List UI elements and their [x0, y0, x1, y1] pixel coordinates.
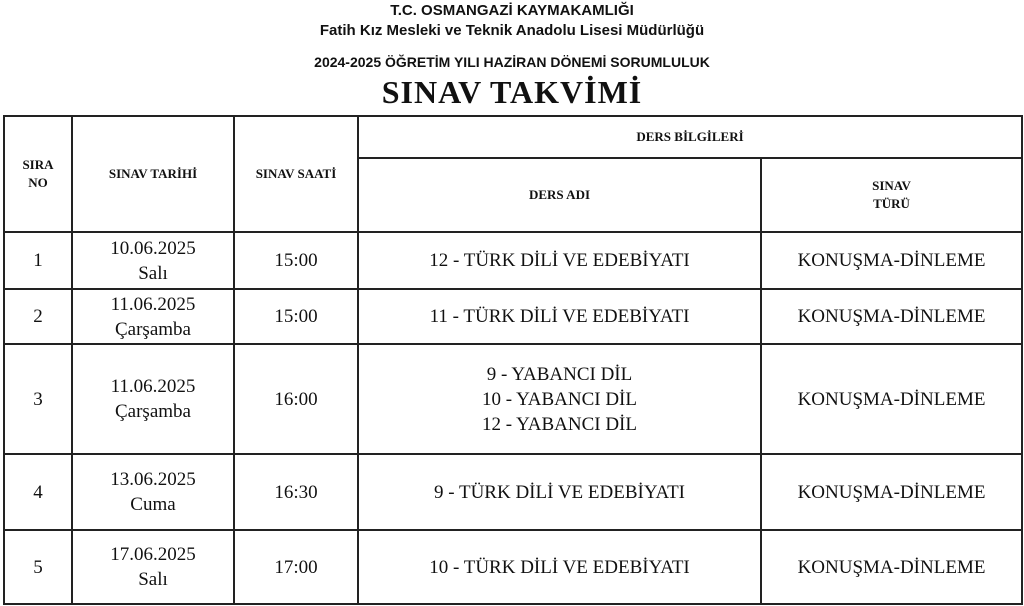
header-row-top [4, 116, 1022, 158]
exam-schedule-table [3, 115, 1023, 605]
column-header-sinav-tarihi: SINAV TARİHİ [72, 116, 234, 232]
row-number: 5 [4, 530, 72, 604]
table-row [4, 454, 1022, 530]
exam-date: 11.06.2025 Çarşamba [72, 344, 234, 454]
column-header-sira-no: SIRA NO [4, 116, 72, 232]
column-header-ders-bilgileri: DERS BİLGİLERİ [358, 116, 1022, 158]
row-number: 1 [4, 232, 72, 289]
ministry-title: T.C. OSMANGAZİ KAYMAKAMLIĞI [390, 2, 634, 19]
exam-type: KONUŞMA-DİNLEME [761, 232, 1022, 289]
school-name: Fatih Kız Mesleki ve Teknik Anadolu Lisesi Müdürlüğü [319, 22, 705, 39]
exam-time: 16:00 [234, 344, 358, 454]
course-name: 10 - TÜRK DİLİ VE EDEBİYATI [358, 530, 761, 604]
table-row [4, 289, 1022, 344]
exam-time: 15:00 [234, 232, 358, 289]
column-header-ders-adi: DERS ADI [358, 158, 761, 232]
course-name: 12 - TÜRK DİLİ VE EDEBİYATI [358, 232, 761, 289]
exam-time: 15:00 [234, 289, 358, 344]
row-number: 2 [4, 289, 72, 344]
term-title: 2024-2025 ÖĞRETİM YILI HAZİRAN DÖNEMİ SORUMLULUK [314, 54, 710, 70]
exam-type: KONUŞMA-DİNLEME [761, 344, 1022, 454]
row-number: 4 [4, 454, 72, 530]
course-name: 9 - TÜRK DİLİ VE EDEBİYATI [358, 454, 761, 530]
course-name: 9 - YABANCI DİL 10 - YABANCI DİL 12 - YABANCI DİL [358, 344, 761, 454]
row-number: 3 [4, 344, 72, 454]
exam-date: 13.06.2025 Cuma [72, 454, 234, 530]
page-title: SINAV TAKVİMİ [381, 74, 643, 110]
table-row [4, 530, 1022, 604]
table-row [4, 344, 1022, 454]
exam-type: KONUŞMA-DİNLEME [761, 289, 1022, 344]
column-header-sinav-turu: SINAV TÜRÜ [761, 158, 1022, 232]
exam-date: 11.06.2025 Çarşamba [72, 289, 234, 344]
exam-time: 16:30 [234, 454, 358, 530]
exam-time: 17:00 [234, 530, 358, 604]
course-name: 11 - TÜRK DİLİ VE EDEBİYATI [358, 289, 761, 344]
table-row [4, 232, 1022, 289]
exam-type: KONUŞMA-DİNLEME [761, 530, 1022, 604]
column-header-sinav-saati: SINAV SAATİ [234, 116, 358, 232]
exam-date: 17.06.2025 Salı [72, 530, 234, 604]
exam-type: KONUŞMA-DİNLEME [761, 454, 1022, 530]
exam-date: 10.06.2025 Salı [72, 232, 234, 289]
